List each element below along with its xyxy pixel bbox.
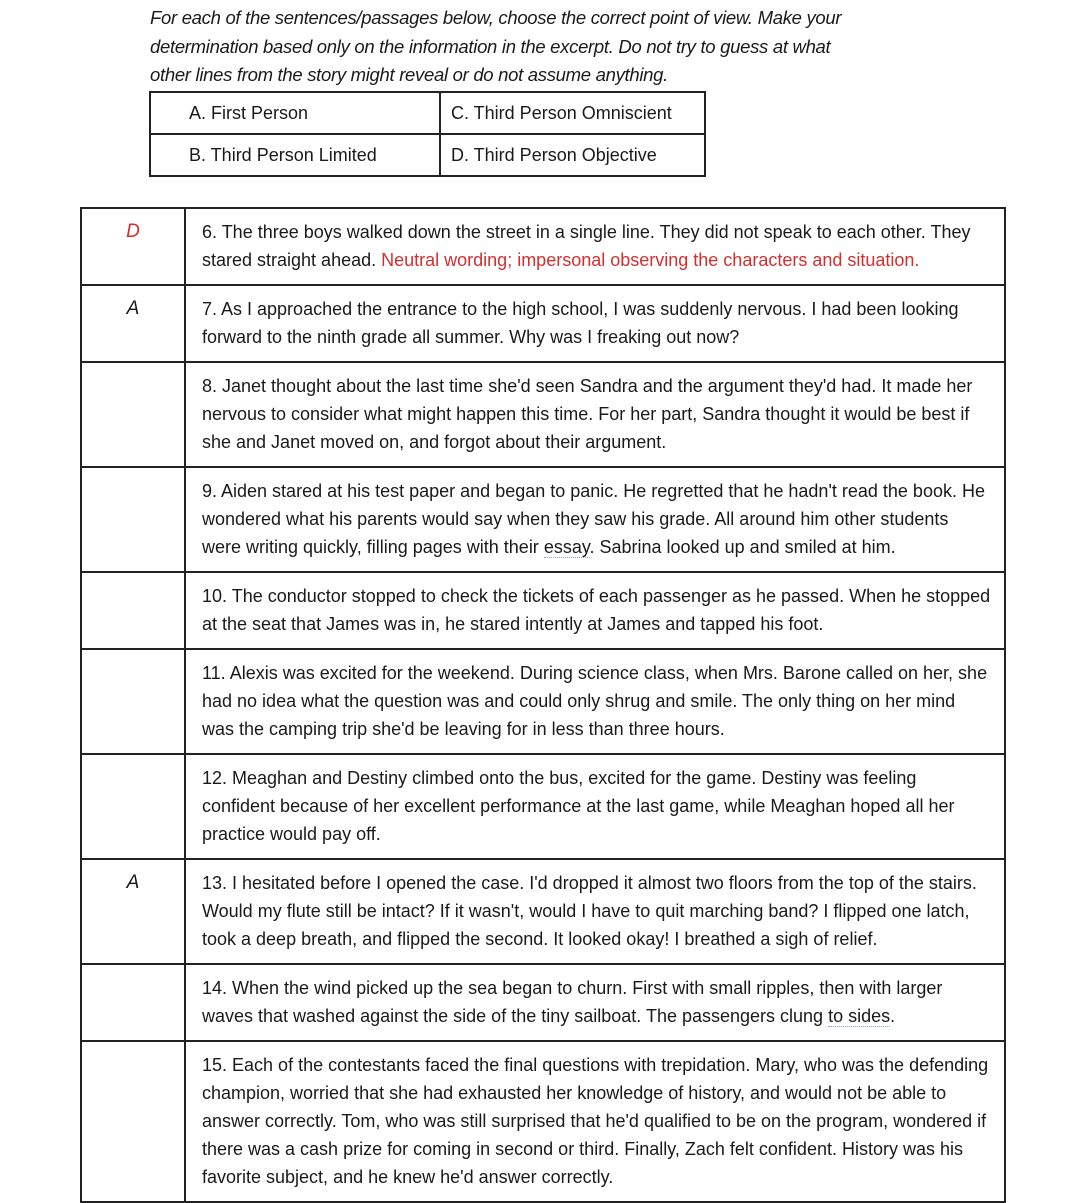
answer-cell[interactable]	[81, 649, 185, 754]
question-cell: 10. The conductor stopped to check the tickets of each passenger as he passed. When he stopped at the seat that James was in, he stared intently at James and tapped his foot.	[185, 572, 1005, 649]
question-cell: 13. I hesitated before I opened the case. I'd dropped it almost two floors from the top of the stairs. Would my flute still be intact? If it wasn't, would I have to quit marching band? I flipped one latch, took a deep breath, and flipped the second. It looked okay! I breathed a sigh of relief.	[185, 859, 1005, 964]
answer-note: Neutral wording; impersonal observing the characters and situation.	[376, 250, 920, 270]
question-row-8	[81, 362, 1005, 467]
answer-cell[interactable]	[81, 964, 185, 1041]
legend-option-d: D. Third Person Objective	[440, 134, 705, 176]
question-cell: 7. As I approached the entrance to the high school, I was suddenly nervous. I had been looking forward to the ninth grade all summer. Why was I freaking out now?	[185, 285, 1005, 362]
point-of-view-legend	[149, 91, 706, 177]
grammar-flag[interactable]: to sides	[828, 1006, 891, 1026]
grammar-flag[interactable]: essay	[543, 537, 590, 557]
instructions-text: For each of the sentences/passages below, choose the correct point of view. Make your determination based only on the information in the excerpt. Do not try to guess at what other lines from the story might reveal or do not assume anything.	[150, 7, 842, 85]
legend-option-a: A. First Person	[150, 92, 440, 134]
question-text: .	[890, 1006, 896, 1026]
question-row-7	[81, 285, 1005, 362]
question-cell	[185, 208, 1005, 285]
question-row-10	[81, 572, 1005, 649]
question-row-15	[81, 1041, 1005, 1202]
question-row-11	[81, 649, 1005, 754]
legend-row	[150, 92, 705, 134]
answer-cell[interactable]: D	[81, 208, 185, 285]
question-row-6	[81, 208, 1005, 285]
question-row-9	[81, 467, 1005, 572]
question-text: 9. Aiden stared at his test paper and began to panic. He regretted that he hadn't read the book. He wondered what his parents would say when they saw his grade. All around him other students were writing quickly, filling pages with their	[202, 481, 985, 557]
question-cell: 15. Each of the contestants faced the final questions with trepidation. Mary, who was the defending champion, worried that she had exhausted her knowledge of history, and would not be able to answer correctly. Tom, who was still surprised that he'd qualified to be on the program, wondered if there was a cash prize for coming in second or third. Finally, Zach felt confident. History was his favorite subject, and he knew he'd answer correctly.	[185, 1041, 1005, 1202]
question-text: . Sabrina looked up and smiled at him.	[589, 537, 896, 557]
answer-cell[interactable]: A	[81, 859, 185, 964]
question-text: 6. The three boys walked down the street in a single line. They did not speak to each other. They stared straight ahead.	[202, 222, 971, 270]
legend-option-b: B. Third Person Limited	[150, 134, 440, 176]
legend-row	[150, 134, 705, 176]
question-row-12	[81, 754, 1005, 859]
question-cell: 11. Alexis was excited for the weekend. During science class, when Mrs. Barone called on her, she had no idea what the question was and could only shrug and smile. The only thing on her mind was the camping trip she'd be leaving for in less than three hours.	[185, 649, 1005, 754]
answer-cell[interactable]: A	[81, 285, 185, 362]
question-row-13	[81, 859, 1005, 964]
question-row-14	[81, 964, 1005, 1041]
question-text: 14. When the wind picked up the sea began to churn. First with small ripples, then with larger waves that washed against the side of the tiny sailboat. The passengers clung	[202, 978, 943, 1026]
answer-cell[interactable]	[81, 362, 185, 467]
answer-cell[interactable]	[81, 1041, 185, 1202]
question-cell	[185, 467, 1005, 572]
question-cell	[185, 964, 1005, 1041]
legend-option-c: C. Third Person Omniscient	[440, 92, 705, 134]
answer-cell[interactable]	[81, 754, 185, 859]
questions-table	[80, 207, 1006, 1203]
question-cell: 12. Meaghan and Destiny climbed onto the bus, excited for the game. Destiny was feeling confident because of her excellent performance at the last game, while Meaghan hoped all her practice would pay off.	[185, 754, 1005, 859]
answer-cell[interactable]	[81, 572, 185, 649]
question-cell: 8. Janet thought about the last time she'd seen Sandra and the argument they'd had. It made her nervous to consider what might happen this time. For her part, Sandra thought it would be best if she and Janet moved on, and forgot about their argument.	[185, 362, 1005, 467]
answer-cell[interactable]	[81, 467, 185, 572]
